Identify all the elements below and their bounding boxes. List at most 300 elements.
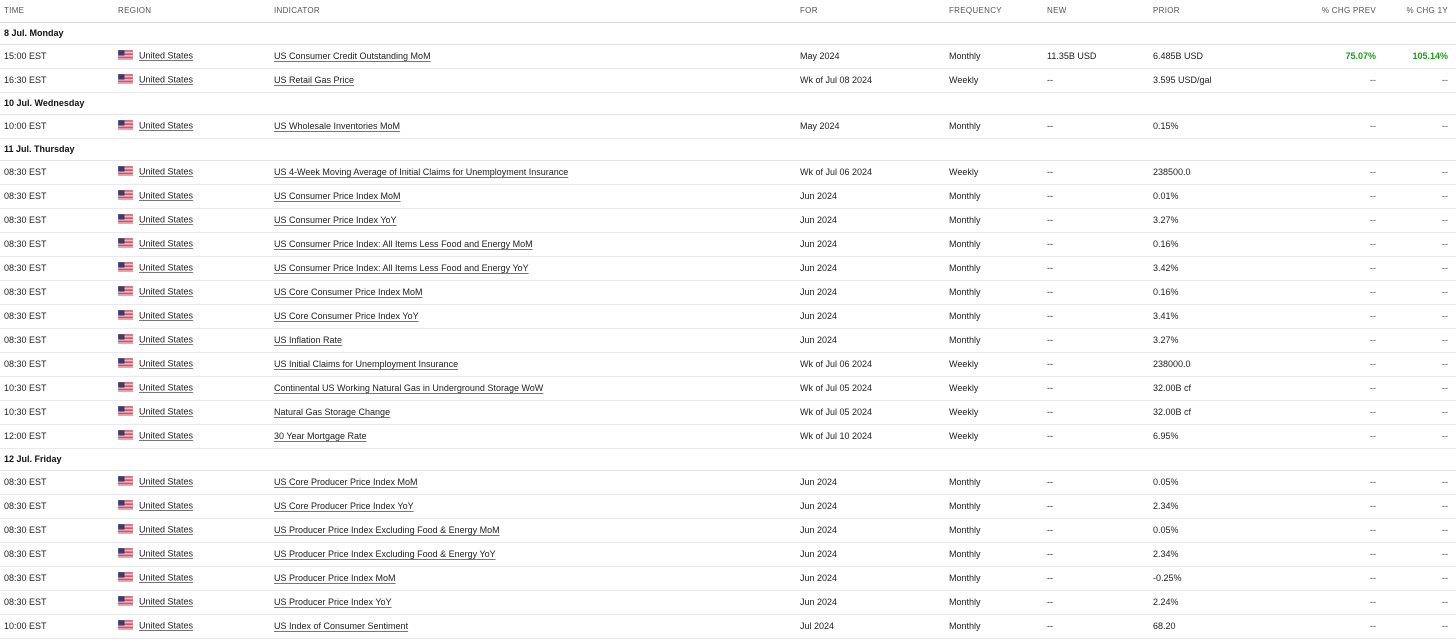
header-region[interactable]: REGION	[114, 0, 270, 22]
indicator-link[interactable]: US Consumer Credit Outstanding MoM	[274, 51, 431, 61]
cell-for: May 2024	[796, 114, 945, 138]
region-link[interactable]: United States	[139, 262, 194, 273]
cell-frequency: Monthly	[945, 590, 1043, 614]
cell-time: 08:30 EST	[0, 590, 82, 614]
calendar-alert-icon[interactable]	[88, 75, 114, 85]
cell-region	[114, 542, 270, 566]
region-link[interactable]: United States	[139, 596, 194, 607]
calendar-alert-icon[interactable]	[88, 477, 114, 487]
cell-for: Wk of Jul 08 2024	[796, 68, 945, 92]
region-link[interactable]: United States	[139, 476, 194, 487]
calendar-alert-icon[interactable]	[88, 263, 114, 273]
us-flag-icon	[118, 596, 133, 608]
cell-for: Jun 2024	[796, 256, 945, 280]
table-row	[0, 114, 1456, 138]
header-row	[0, 0, 1456, 22]
cell-for: Jun 2024	[796, 470, 945, 494]
cell-new: --	[1043, 614, 1149, 638]
cell-for: May 2024	[796, 44, 945, 68]
table-row	[0, 44, 1456, 68]
table-row	[0, 494, 1456, 518]
cell-indicator	[270, 184, 796, 208]
cell-new: --	[1043, 542, 1149, 566]
indicator-link[interactable]: US Wholesale Inventories MoM	[274, 121, 401, 131]
cell-time: 08:30 EST	[0, 160, 82, 184]
day-label: 11 Jul. Thursday	[0, 138, 1456, 160]
cell-chg-1y: --	[1384, 518, 1456, 542]
cell-region	[114, 114, 270, 138]
cell-alert	[82, 590, 114, 614]
cell-indicator	[270, 590, 796, 614]
region-link[interactable]: United States	[139, 572, 194, 583]
day-group-header	[0, 138, 1456, 160]
cell-frequency: Weekly	[945, 352, 1043, 376]
indicator-link[interactable]: US Core Producer Price Index YoY	[274, 501, 414, 511]
region-link[interactable]: United States	[139, 120, 194, 131]
table-row	[0, 424, 1456, 448]
cell-region	[114, 160, 270, 184]
cell-time: 08:30 EST	[0, 494, 82, 518]
cell-alert	[82, 160, 114, 184]
cell-chg-prev: --	[1305, 590, 1384, 614]
cell-new: --	[1043, 184, 1149, 208]
us-flag-icon	[118, 430, 133, 442]
cell-alert	[82, 542, 114, 566]
region-link[interactable]: United States	[139, 406, 194, 417]
cell-for: Wk of Jul 10 2024	[796, 424, 945, 448]
cell-region	[114, 328, 270, 352]
cell-time: 08:30 EST	[0, 328, 82, 352]
cell-new: --	[1043, 256, 1149, 280]
cell-time: 10:30 EST	[0, 400, 82, 424]
calendar-alert-icon[interactable]	[88, 311, 114, 321]
us-flag-icon	[118, 50, 133, 62]
calendar-alert-icon[interactable]	[88, 215, 114, 225]
cell-region	[114, 566, 270, 590]
indicator-link[interactable]: US Consumer Price Index: All Items Less Food and Energy YoY	[274, 263, 529, 273]
cell-region	[114, 494, 270, 518]
region-link[interactable]: United States	[139, 524, 194, 535]
indicator-link[interactable]: US Core Producer Price Index MoM	[274, 477, 418, 487]
calendar-alert-icon[interactable]	[88, 287, 114, 297]
cell-for: Wk of Jul 05 2024	[796, 400, 945, 424]
cell-chg-prev: --	[1305, 160, 1384, 184]
region-link[interactable]: United States	[139, 620, 194, 631]
cell-indicator	[270, 376, 796, 400]
indicator-link[interactable]: US Inflation Rate	[274, 335, 343, 345]
cell-for: Jun 2024	[796, 232, 945, 256]
cell-chg-prev: --	[1305, 280, 1384, 304]
region-link[interactable]: United States	[139, 238, 194, 249]
cell-frequency: Monthly	[945, 614, 1043, 638]
header-chg-prev[interactable]: % CHG PREV	[1305, 0, 1384, 22]
cell-time: 08:30 EST	[0, 280, 82, 304]
cell-chg-1y: --	[1384, 376, 1456, 400]
us-flag-icon	[118, 358, 133, 370]
cell-alert	[82, 256, 114, 280]
cell-region	[114, 590, 270, 614]
cell-prior: 0.15%	[1149, 114, 1305, 138]
cell-alert	[82, 184, 114, 208]
header-chg-1y[interactable]: % CHG 1Y	[1384, 0, 1456, 22]
region-link[interactable]: United States	[139, 500, 194, 511]
calendar-alert-icon[interactable]	[88, 431, 114, 441]
cell-frequency: Monthly	[945, 304, 1043, 328]
cell-alert	[82, 232, 114, 256]
header-new[interactable]: NEW	[1043, 0, 1149, 22]
cell-alert	[82, 376, 114, 400]
region-link[interactable]: United States	[139, 430, 194, 441]
indicator-link[interactable]: 30 Year Mortgage Rate	[274, 431, 367, 441]
indicator-link[interactable]: US Consumer Price Index MoM	[274, 191, 401, 201]
region-link[interactable]: United States	[139, 74, 194, 85]
cell-region	[114, 68, 270, 92]
cell-chg-1y: --	[1384, 542, 1456, 566]
us-flag-icon	[118, 476, 133, 488]
cell-frequency: Monthly	[945, 232, 1043, 256]
cell-new: --	[1043, 114, 1149, 138]
calendar-alert-icon[interactable]	[88, 51, 114, 61]
cell-chg-1y: --	[1384, 160, 1456, 184]
indicator-link[interactable]: Natural Gas Storage Change	[274, 407, 391, 417]
day-label: 10 Jul. Wednesday	[0, 92, 1456, 114]
cell-new: --	[1043, 494, 1149, 518]
cell-alert	[82, 208, 114, 232]
indicator-link[interactable]: US Consumer Price Index: All Items Less Food and Energy MoM	[274, 239, 533, 249]
cell-new: --	[1043, 518, 1149, 542]
cell-region	[114, 256, 270, 280]
cell-for: Jul 2024	[796, 614, 945, 638]
cell-indicator	[270, 518, 796, 542]
calendar-alert-icon[interactable]	[88, 407, 114, 417]
region-link[interactable]: United States	[139, 548, 194, 559]
table-row	[0, 590, 1456, 614]
cell-indicator	[270, 256, 796, 280]
cell-frequency: Monthly	[945, 566, 1043, 590]
cell-frequency: Monthly	[945, 542, 1043, 566]
table-row	[0, 352, 1456, 376]
us-flag-icon	[118, 334, 133, 346]
us-flag-icon	[118, 190, 133, 202]
cell-indicator	[270, 160, 796, 184]
cell-alert	[82, 328, 114, 352]
cell-region	[114, 424, 270, 448]
cell-time: 08:30 EST	[0, 566, 82, 590]
cell-frequency: Monthly	[945, 208, 1043, 232]
us-flag-icon	[118, 382, 133, 394]
cell-indicator	[270, 470, 796, 494]
calendar-alert-icon[interactable]	[88, 167, 114, 177]
cell-for: Jun 2024	[796, 184, 945, 208]
cell-frequency: Monthly	[945, 184, 1043, 208]
cell-prior: 2.34%	[1149, 494, 1305, 518]
cell-chg-prev: --	[1305, 114, 1384, 138]
cell-chg-1y: --	[1384, 470, 1456, 494]
cell-indicator	[270, 494, 796, 518]
cell-chg-1y: --	[1384, 208, 1456, 232]
cell-region	[114, 518, 270, 542]
us-flag-icon	[118, 524, 133, 536]
cell-prior: 2.24%	[1149, 590, 1305, 614]
cell-alert	[82, 424, 114, 448]
us-flag-icon	[118, 166, 133, 178]
cell-frequency: Weekly	[945, 424, 1043, 448]
indicator-link[interactable]: US Core Consumer Price Index YoY	[274, 311, 419, 321]
cell-chg-prev: --	[1305, 184, 1384, 208]
cell-frequency: Monthly	[945, 280, 1043, 304]
cell-for: Wk of Jul 05 2024	[796, 376, 945, 400]
indicator-link[interactable]: US Initial Claims for Unemployment Insurance	[274, 359, 459, 369]
cell-chg-prev: --	[1305, 494, 1384, 518]
cell-region	[114, 184, 270, 208]
region-link[interactable]: United States	[139, 190, 194, 201]
table-row	[0, 518, 1456, 542]
cell-time: 10:00 EST	[0, 614, 82, 638]
cell-time: 10:30 EST	[0, 376, 82, 400]
cell-chg-1y: --	[1384, 114, 1456, 138]
cell-for: Jun 2024	[796, 518, 945, 542]
cell-time: 15:00 EST	[0, 44, 82, 68]
cell-for: Jun 2024	[796, 542, 945, 566]
cell-region	[114, 208, 270, 232]
cell-prior: 238500.0	[1149, 160, 1305, 184]
cell-prior: 0.05%	[1149, 518, 1305, 542]
cell-for: Jun 2024	[796, 590, 945, 614]
calendar-alert-icon[interactable]	[88, 597, 114, 607]
cell-prior: 0.16%	[1149, 280, 1305, 304]
cell-chg-prev: --	[1305, 614, 1384, 638]
cell-time: 08:30 EST	[0, 304, 82, 328]
cell-frequency: Monthly	[945, 114, 1043, 138]
cell-new: --	[1043, 304, 1149, 328]
indicator-link[interactable]: US Index of Consumer Sentiment	[274, 621, 409, 631]
cell-chg-prev: --	[1305, 424, 1384, 448]
cell-new: --	[1043, 280, 1149, 304]
cell-region	[114, 232, 270, 256]
cell-alert	[82, 114, 114, 138]
indicator-link[interactable]: US Producer Price Index Excluding Food & Energy MoM	[274, 525, 500, 535]
cell-frequency: Monthly	[945, 44, 1043, 68]
cell-indicator	[270, 280, 796, 304]
calendar-alert-icon[interactable]	[88, 525, 114, 535]
table-row	[0, 304, 1456, 328]
cell-prior: 32.00B cf	[1149, 376, 1305, 400]
cell-prior: 3.27%	[1149, 328, 1305, 352]
cell-chg-1y: --	[1384, 614, 1456, 638]
us-flag-icon	[118, 572, 133, 584]
indicator-link[interactable]: US Consumer Price Index YoY	[274, 215, 397, 225]
calendar-alert-icon[interactable]	[88, 383, 114, 393]
cell-prior: 6.95%	[1149, 424, 1305, 448]
cell-frequency: Monthly	[945, 518, 1043, 542]
cell-time: 08:30 EST	[0, 256, 82, 280]
region-link[interactable]: United States	[139, 358, 194, 369]
cell-chg-prev: --	[1305, 542, 1384, 566]
cell-new: --	[1043, 376, 1149, 400]
table-row	[0, 68, 1456, 92]
us-flag-icon	[118, 548, 133, 560]
table-row	[0, 256, 1456, 280]
cell-alert	[82, 352, 114, 376]
table-row	[0, 184, 1456, 208]
cell-indicator	[270, 114, 796, 138]
calendar-alert-icon[interactable]	[88, 359, 114, 369]
region-link[interactable]: United States	[139, 382, 194, 393]
calendar-alert-icon[interactable]	[88, 549, 114, 559]
day-group-header	[0, 448, 1456, 470]
cell-chg-1y: --	[1384, 232, 1456, 256]
cell-time: 08:30 EST	[0, 352, 82, 376]
calendar-alert-icon[interactable]	[88, 621, 114, 631]
day-label: 12 Jul. Friday	[0, 448, 1456, 470]
cell-new: --	[1043, 68, 1149, 92]
cell-prior: 3.27%	[1149, 208, 1305, 232]
cell-indicator	[270, 424, 796, 448]
cell-alert	[82, 518, 114, 542]
cell-alert	[82, 68, 114, 92]
cell-time: 08:30 EST	[0, 542, 82, 566]
region-link[interactable]: United States	[139, 286, 194, 297]
cell-frequency: Weekly	[945, 400, 1043, 424]
calendar-alert-icon[interactable]	[88, 573, 114, 583]
table-row	[0, 208, 1456, 232]
calendar-alert-icon[interactable]	[88, 121, 114, 131]
header-time[interactable]: TIME	[0, 0, 82, 22]
cell-region	[114, 400, 270, 424]
us-flag-icon	[118, 214, 133, 226]
cell-indicator	[270, 304, 796, 328]
cell-chg-prev: --	[1305, 352, 1384, 376]
cell-chg-prev: --	[1305, 566, 1384, 590]
cell-chg-1y: --	[1384, 400, 1456, 424]
cell-time: 10:00 EST	[0, 114, 82, 138]
cell-indicator	[270, 208, 796, 232]
day-group-header	[0, 92, 1456, 114]
cell-region	[114, 376, 270, 400]
cell-frequency: Monthly	[945, 328, 1043, 352]
cell-chg-1y: 105.14%	[1384, 44, 1456, 68]
cell-alert	[82, 304, 114, 328]
cell-for: Wk of Jul 06 2024	[796, 160, 945, 184]
cell-new: --	[1043, 208, 1149, 232]
cell-prior: -0.25%	[1149, 566, 1305, 590]
cell-time: 08:30 EST	[0, 470, 82, 494]
header-alert	[82, 0, 114, 22]
table-row	[0, 160, 1456, 184]
cell-chg-1y: --	[1384, 256, 1456, 280]
cell-region	[114, 304, 270, 328]
cell-region	[114, 614, 270, 638]
cell-prior: 68.20	[1149, 614, 1305, 638]
cell-chg-1y: --	[1384, 304, 1456, 328]
region-link[interactable]: United States	[139, 310, 194, 321]
us-flag-icon	[118, 262, 133, 274]
indicator-link[interactable]: US Producer Price Index MoM	[274, 573, 396, 583]
cell-chg-1y: --	[1384, 590, 1456, 614]
indicator-link[interactable]: US Retail Gas Price	[274, 75, 355, 85]
us-flag-icon	[118, 500, 133, 512]
calendar-alert-icon[interactable]	[88, 335, 114, 345]
cell-new: --	[1043, 328, 1149, 352]
indicator-link[interactable]: US Producer Price Index YoY	[274, 597, 392, 607]
cell-chg-prev: 75.07%	[1305, 44, 1384, 68]
cell-time: 16:30 EST	[0, 68, 82, 92]
cell-new: 11.35B USD	[1043, 44, 1149, 68]
cell-prior: 238000.0	[1149, 352, 1305, 376]
cell-chg-prev: --	[1305, 400, 1384, 424]
header-indicator[interactable]: INDICATOR	[270, 0, 796, 22]
cell-region	[114, 470, 270, 494]
cell-indicator	[270, 44, 796, 68]
table-row	[0, 470, 1456, 494]
region-link[interactable]: United States	[139, 214, 194, 225]
cell-new: --	[1043, 424, 1149, 448]
table-row	[0, 232, 1456, 256]
cell-indicator	[270, 232, 796, 256]
cell-frequency: Weekly	[945, 68, 1043, 92]
cell-alert	[82, 400, 114, 424]
indicator-link[interactable]: US Producer Price Index Excluding Food & Energy YoY	[274, 549, 496, 559]
indicator-link[interactable]: US Core Consumer Price Index MoM	[274, 287, 423, 297]
table-row	[0, 328, 1456, 352]
us-flag-icon	[118, 620, 133, 632]
calendar-alert-icon[interactable]	[88, 191, 114, 201]
us-flag-icon	[118, 238, 133, 250]
cell-region	[114, 44, 270, 68]
cell-chg-1y: --	[1384, 424, 1456, 448]
cell-chg-prev: --	[1305, 304, 1384, 328]
cell-frequency: Monthly	[945, 470, 1043, 494]
us-flag-icon	[118, 286, 133, 298]
cell-chg-1y: --	[1384, 280, 1456, 304]
cell-chg-prev: --	[1305, 376, 1384, 400]
cell-indicator	[270, 68, 796, 92]
header-for[interactable]: FOR	[796, 0, 945, 22]
cell-frequency: Weekly	[945, 160, 1043, 184]
us-flag-icon	[118, 74, 133, 86]
indicator-link[interactable]: US 4-Week Moving Average of Initial Claims for Unemployment Insurance	[274, 167, 569, 177]
header-frequency[interactable]: FREQUENCY	[945, 0, 1043, 22]
cell-prior: 0.05%	[1149, 470, 1305, 494]
cell-chg-1y: --	[1384, 184, 1456, 208]
us-flag-icon	[118, 310, 133, 322]
table-row	[0, 376, 1456, 400]
cell-frequency: Monthly	[945, 494, 1043, 518]
cell-indicator	[270, 352, 796, 376]
cell-indicator	[270, 400, 796, 424]
table-row	[0, 542, 1456, 566]
cell-region	[114, 280, 270, 304]
day-label: 8 Jul. Monday	[0, 22, 1456, 44]
cell-alert	[82, 494, 114, 518]
cell-frequency: Weekly	[945, 376, 1043, 400]
table-row	[0, 400, 1456, 424]
header-prior[interactable]: PRIOR	[1149, 0, 1305, 22]
cell-chg-prev: --	[1305, 256, 1384, 280]
region-link[interactable]: United States	[139, 334, 194, 345]
cell-new: --	[1043, 470, 1149, 494]
cell-new: --	[1043, 400, 1149, 424]
region-link[interactable]: United States	[139, 166, 194, 177]
cell-new: --	[1043, 232, 1149, 256]
cell-for: Jun 2024	[796, 328, 945, 352]
cell-chg-1y: --	[1384, 566, 1456, 590]
table-row	[0, 566, 1456, 590]
region-link[interactable]: United States	[139, 50, 194, 61]
indicator-link[interactable]: Continental US Working Natural Gas in Underground Storage WoW	[274, 383, 544, 393]
calendar-alert-icon[interactable]	[88, 501, 114, 511]
calendar-alert-icon[interactable]	[88, 239, 114, 249]
